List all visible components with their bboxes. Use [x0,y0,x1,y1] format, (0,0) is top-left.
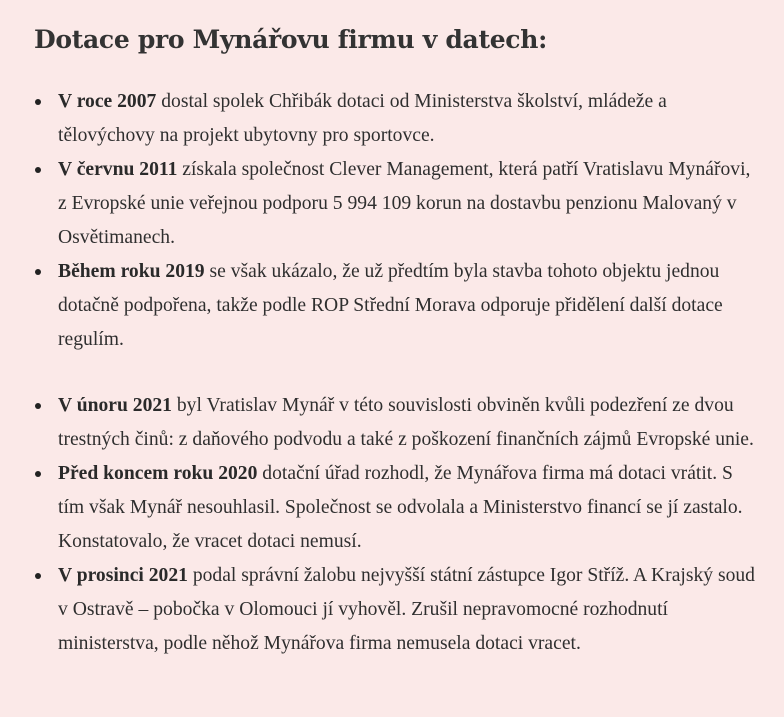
timeline-date: V červnu 2011 [58,159,178,180]
bullet-icon [35,573,41,579]
timeline-item-2011 [34,153,758,255]
bullet-icon [35,99,41,105]
timeline-text: podal správní žalobu nejvyšší státní zástupce Igor Stříž. A Krajský soud v Ostravě – pobočka v Olomouci jí vyhověl. Zrušil nepravomocné rozhodnutí ministerstva, podle něhož Mynářova firma nemusela dotaci vracet. [58,565,755,654]
timeline-item-feb-2021 [34,389,758,457]
timeline-text: získala společnost Clever Management, která patří Vratislavu Mynářovi, z Evropské unie veřejnou podporu 5 994 109 korun na dostavbu penzionu Malovaný v Osvětimanech. [58,159,751,248]
article-heading: Dotace pro Mynářovu firmu v datech: [34,25,548,54]
timeline-date: Před koncem roku 2020 [58,463,258,484]
bullet-icon [35,269,41,275]
timeline-date: V prosinci 2021 [58,565,188,586]
timeline-list-2 [34,389,764,661]
timeline-text: se však ukázalo, že už předtím byla stavba tohoto objektu jednou dotačně podpořena, takže podle ROP Střední Morava odporuje přidělení další dotace regulím. [58,261,723,350]
timeline-item-2019 [34,255,758,357]
timeline-text: byl Vratislav Mynář v této souvislosti obviněn kvůli podezření ze dvou trestných činů: z daňového podvodu a také z poškození finančních zájmů Evropské unie. [58,395,754,450]
timeline-date: V únoru 2021 [58,395,172,416]
timeline-item-2007 [34,85,758,153]
timeline-text: dotační úřad rozhodl, že Mynářova firma má dotaci vrátit. S tím však Mynář nesouhlasil. Společnost se odvolala a Ministerstvo financí se jí zastalo. Konstatovalo, že vracet dotaci nemusí. [58,463,743,552]
timeline-list-1 [34,85,764,357]
timeline-date: V roce 2007 [58,91,157,112]
timeline-item-end-2020 [34,457,758,559]
timeline-item-dec-2021 [34,559,758,661]
bullet-icon [35,471,41,477]
timeline-text: dostal spolek Chřibák dotaci od Ministerstva školství, mládeže a tělovýchovy na projekt ubytovny pro sportovce. [58,91,667,146]
bullet-icon [35,167,41,173]
bullet-icon [35,403,41,409]
timeline-date: Během roku 2019 [58,261,205,282]
